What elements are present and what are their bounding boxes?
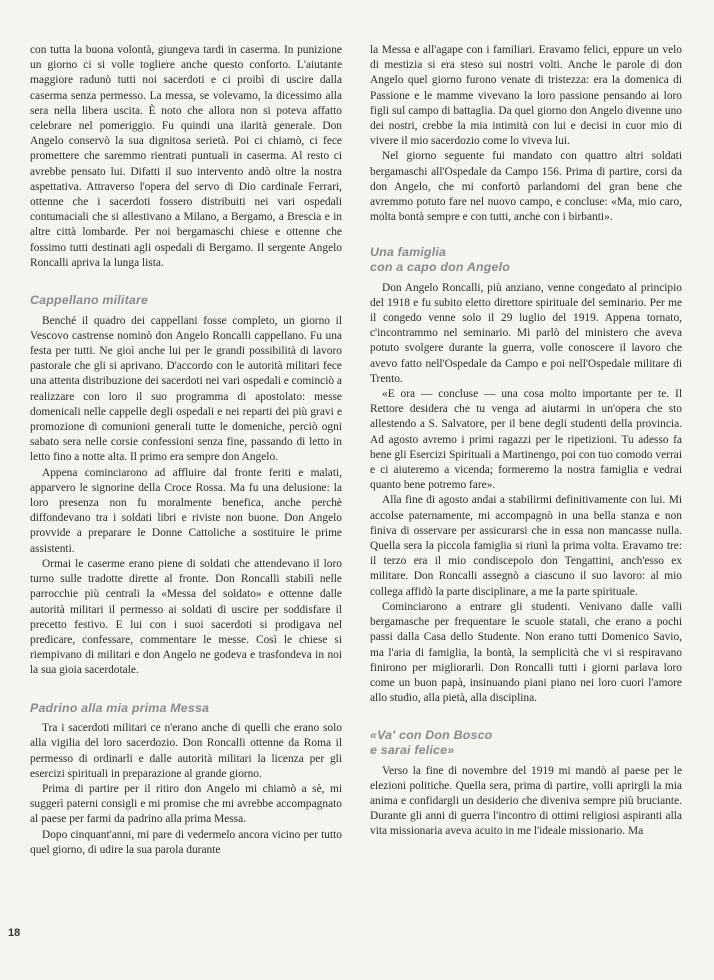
section-heading-cappellano: Cappellano militare bbox=[30, 293, 149, 308]
section-heading-line: «Va' con Don Bosco bbox=[370, 728, 493, 743]
paragraph: Verso la fine di novembre del 1919 mi mandò al paese per le elezioni politiche. Quella sera, prima di partire, volli aprirgli la mia anima e confidargli un desiderio che diveniva sempre più bruciante. Durante gli anni di guerra l'incontro di ottimi religiosi aspiranti alla vita missionaria aveva acuito in me l'ideale missionario. Ma bbox=[370, 764, 682, 838]
section-heading-line: con a capo don Angelo bbox=[370, 260, 511, 275]
paragraph: «E ora — concluse — una cosa molto importante per te. Il Rettore desidera che tu venga ad aiutarmi in un'opera che sto allestendo a S. Salvatore, per il bene degli studenti della provincia. Ad agosto avremo i primi ragazzi per le ripetizioni. Tu adesso fa bene gli Esercizi Spirituali a Martinengo, poi con tuo comodo verrai e ci aiuteremo a vicenda; formeremo la nostra famiglia e vedrai quanto bene potremo fare». bbox=[370, 388, 682, 492]
paragraph: Tra i sacerdoti militari ce n'erano anche di quelli che erano solo alla vigilia del loro sacerdozio. Don Roncalli ottenne da Roma il permesso di ordinarli e dalle autorità militari la licenza per gli esercizi spirituali in preparazione al grande giorno. bbox=[30, 722, 342, 780]
section-heading-padrino: Padrino alla mia prima Messa bbox=[30, 700, 210, 715]
paragraph: Don Angelo Roncalli, più anziano, venne congedato al principio del 1918 e fu subito eletto direttore spirituale del seminario. Per me il congedo venne solo il 29 luglio del 1919. Appena tornato, c'incontrammo nel seminario. Mi parlò del ministero che aveva potuto svolgere durante la guerra, volle conoscere il lavoro che avevo fatto nell'Ospedale da Campo e poi nell'Ospedale militare di Trento. bbox=[370, 281, 682, 385]
section-heading-famiglia bbox=[370, 245, 682, 274]
paragraph: con tutta la buona volontà, giungeva tardi in caserma. In punizione un giorno ci si volle togliere anche questo conforto. L'aiutante maggiore radunò tutti noi sacerdoti e ci proibì di uscire dalla caserma senza permesso. La messa, se volevamo, la dicessimo alla sera nella libera uscita. È noto che allora non si poteva affatto celebrare nel pomeriggio. Fu quindi una ilarità generale. Don Angelo conservò la sua dignitosa serietà. Poi ci chiamò, ci fece promettere che saremmo rientrati puntuali in caserma. Al resto ci avrebbe pensato lui. Difatti il suo intervento andò oltre la nostra aspettativa. Attraverso l'opera del servo di Dio cardinale Ferrari, ottenne che i sacerdoti fossero distribuiti nei vari ospedali contumaciali che si allestivano a Milano, a Bergamo, a Brescia e in altre città lombarde. Per noi bergamaschi chiese e ottenne che fossimo tutti destinati agli ospedali di Bergamo. Il sergente Angelo Roncalli apriva la lunga lista. bbox=[30, 44, 342, 269]
paragraph: Prima di partire per il ritiro don Angelo mi chiamò a sè, mi suggerì paterni consigli e mi promise che mi avrebbe accompagnato al paese per farmi da padrino alla prima Messa. bbox=[30, 782, 342, 826]
paragraph: la Messa e all'agape con i familiari. Eravamo felici, eppure un velo di mestizia si era steso sui nostri volti. Anche le parole di don Angelo quel giorno furono venate di tristezza: era la domenica di Passione e le mamme vivevano la loro passione pensando ai loro figli sul campo di battaglia. Da quel giorno don Angelo divenne uno dei nostri, crebbe la mia intimità con lui e decisi in cuor mio di vivere il mio sacerdozio come lo viveva lui. bbox=[370, 44, 682, 148]
section-heading-don-bosco bbox=[370, 728, 682, 757]
paragraph: Benché il quadro dei cappellani fosse completo, un giorno il Vescovo castrense nominò don Angelo Roncalli cappellano. Fu una festa per tutti. Ne gioì anche lui per le grandi possibilità di lavoro pastorale che gli si aprivano. D'accordo con le autorità militari fece una attenta distribuzione dei sacerdoti nei vari ospedali e cominciò a realizzare con loro il suo programma di apostolato: messe domenicali nelle cappelle degli ospedali e nei reparti dei più gravi e promozione di comunioni generali tutte le domeniche, perciò ogni sabato sera nelle corsie confessioni senza fine, passando di letto in letto fino a notte alta. Il primo era sempre don Angelo. bbox=[30, 314, 342, 464]
paragraph: Alla fine di agosto andai a stabilirmi definitivamente con lui. Mi accolse paternamente, mi accompagnò in una bella stanza e non finiva di osservare per assicurarsi che in essa non mancasse nulla. Quella sera la piccola famiglia si riunì la prima volta. Eravamo tre: il terzo era il mio condiscepolo don Tengattini, anch'esso ex militare. Don Roncalli assegnò a ciascuno il suo lavoro: al mio collega affidò la parte disciplinare, a me la parte spirituale. bbox=[370, 494, 682, 598]
paragraph: Dopo cinquant'anni, mi pare di vedermelo ancora vicino per tutto quel giorno, di udire la sua parola durante bbox=[30, 828, 342, 856]
paragraph: Cominciarono a entrare gli studenti. Venivano dalle valli bergamasche per frequentare le scuole statali, che erano a pochi passi dalla Casa dello Studente. Non erano tutti Domenico Savio, ma l'aria di famiglia, la bontà, la semplicità che vi si respiravano finirono per migliorarli. Don Roncalli tutti i giorni parlava loro come un buon papà, insinuando piani piano nei loro cuori l'amore allo studio, alla pietà, alla disciplina. bbox=[370, 600, 682, 705]
paragraph: Nel giorno seguente fui mandato con quattro altri soldati bergamaschi all'Ospedale da Campo 156. Prima di partire, corsi da don Angelo, che mi confortò parlandomi del gran bene che avremmo potuto fare nel nuovo campo, e concluse: «Ma, mio caro, molta bontà sempre e con tutti, anche con i birbanti». bbox=[370, 150, 682, 224]
left-column bbox=[30, 43, 342, 858]
section-heading-line: e sarai felice» bbox=[370, 742, 455, 757]
right-column bbox=[370, 43, 682, 840]
section-heading-line: Una famiglia bbox=[370, 245, 447, 260]
paragraph: Appena cominciarono ad affluire dal fronte feriti e malati, apparvero le signorine della Croce Rossa. Ma fu una delusione: la loro presenza non fu moralmente benefica, anche perchè diffondevano tra i soldati libri e riviste non buone. Don Angelo provvide a preparare le Donne Cattoliche a sostituire le prime assistenti. bbox=[30, 466, 342, 555]
page-number: 18 bbox=[8, 927, 21, 939]
paragraph: Ormai le caserme erano piene di soldati che attendevano il loro turno sulle tradotte dirette al fronte. Don Roncalli stabilì nelle parrocchie più centrali la «Messa del soldato» e ottenne dalle autorità militari il permesso ai soldati di uscire per soddisfare il precetto festivo. E lui con i suoi sacerdoti si prodigava nel predicare, confessare, commentare le messe. Così le chiese si riempivano di militari e don Angelo ne godeva e trasfondeva in noi la sua gioia sacerdotale. bbox=[30, 557, 342, 677]
